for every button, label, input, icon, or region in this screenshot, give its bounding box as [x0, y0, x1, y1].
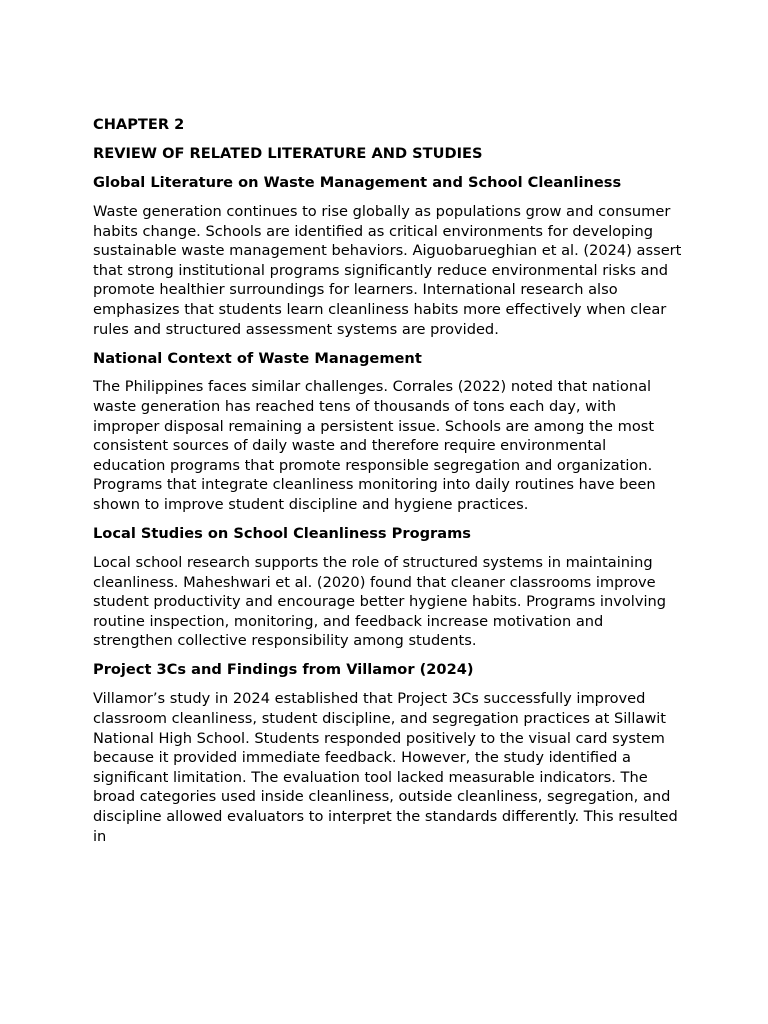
section-body-global: Waste generation continues to rise globally as populations grow and consumer habits change. Schools are identified as critical environments for developing sustainable waste management behaviors. Aiguobarueghian et al. (2024) assert that strong institutional programs significantly reduce environmental risks and promote healthier surroundings for learners. International research also emphasizes that students learn cleanliness habits more effectively when clear rules and structured assessment systems are provided. — [93, 202, 682, 338]
chapter-label: CHAPTER 2 — [93, 116, 185, 133]
section-heading-local: Local Studies on School Cleanliness Programs — [93, 525, 471, 543]
section-body-project-3cs: Villamor’s study in 2024 established that Project 3Cs successfully improved classroom cleanliness, student discipline, and segregation practices at Sillawit National High School. Students responded positively to the visual card system because it provided immediate feedback. However, the study identified a significant limitation. The evaluation tool lacked measurable indicators. The broad categories used inside cleanliness, outside cleanliness, segregation, and discipline allowed evaluators to interpret the standards differently. This resulted in — [93, 690, 678, 845]
document-content — [93, 115, 683, 856]
chapter-title: REVIEW OF RELATED LITERATURE AND STUDIES — [93, 144, 483, 162]
section-body-local: Local school research supports the role of structured systems in maintaining cleanliness. Maheshwari et al. (2020) found that cleaner classrooms improve student productivity and encourage better hygiene habits. Programs involving routine inspection, monitoring, and feedback increase motivation and strengthen collective responsibility among students. — [93, 554, 667, 650]
section-heading-national: National Context of Waste Management — [93, 349, 422, 367]
section-heading-global: Global Literature on Waste Management and School Cleanliness — [93, 173, 622, 191]
section-heading-project-3cs: Project 3Cs and Findings from Villamor (2024) — [93, 661, 474, 679]
section-body-national: The Philippines faces similar challenges. Corrales (2022) noted that national waste generation has reached tens of thousands of tons each day, with improper disposal remaining a persistent issue. Schools are among the most consistent sources of daily waste and therefore require environmental education programs that promote responsible segregation and organization. Programs that integrate cleanliness monitoring into daily routines have been shown to improve student discipline and hygiene practices. — [93, 378, 656, 514]
